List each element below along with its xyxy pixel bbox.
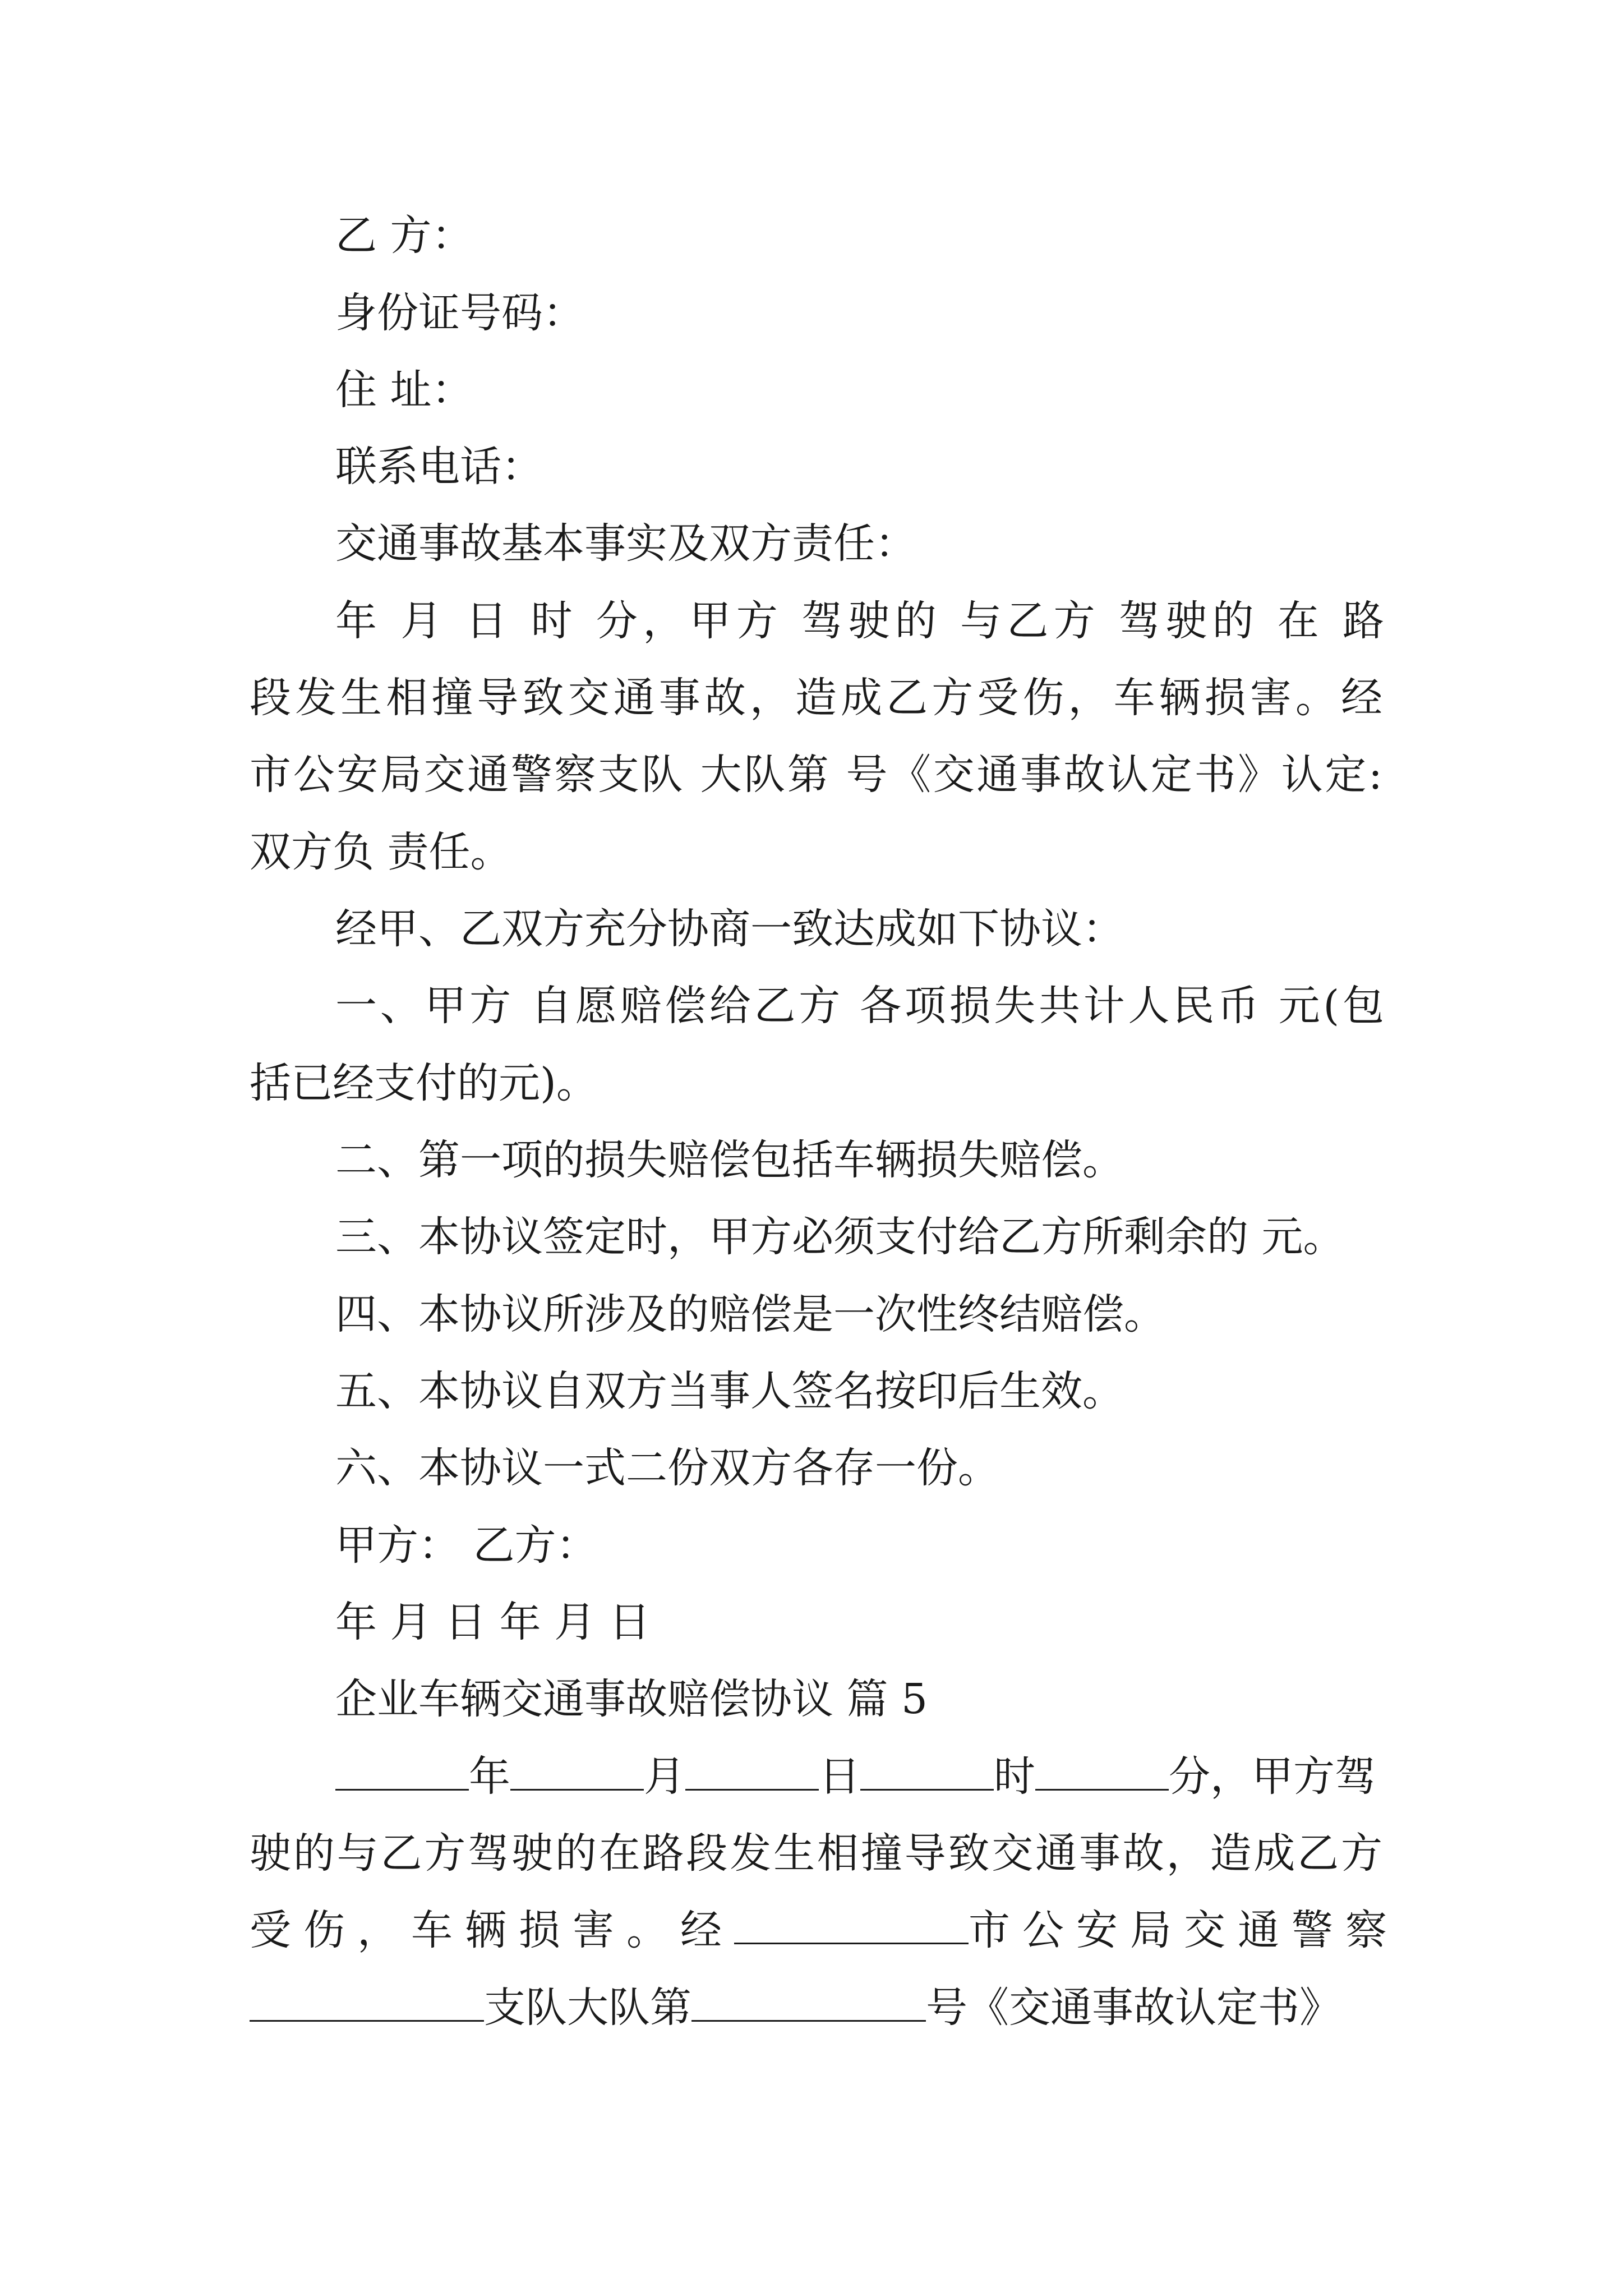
address-label: 住 址：	[335, 366, 473, 414]
facts-line-2: 段发生相撞导致交通事故，造成乙方受伤，车辆损害。经	[250, 674, 1382, 722]
clause-6: 六、本协议一式二份双方各存一份。	[335, 1444, 999, 1492]
blank-field	[250, 1980, 484, 2022]
unit-year: 年	[469, 1752, 510, 1801]
blank-field	[691, 1980, 926, 2022]
facts-line-3: 市公安局交通警察支队 大队第 号《交通事故认定书》认定:	[250, 751, 1382, 799]
p5-line-3-pre: 受伤，车辆损害。经	[250, 1906, 734, 1954]
p5-line-3-post: 市公安局交通警察	[969, 1906, 1399, 1954]
blank-field	[860, 1749, 994, 1791]
p5-line-4	[250, 1980, 1382, 2036]
clause-1-line-2: 括已经支付的元)。	[250, 1059, 598, 1107]
p5-line-2: 驶的与乙方驾驶的在路段发生相撞导致交通事故，造成乙方	[250, 1829, 1382, 1878]
blank-field	[734, 1902, 969, 1944]
clause-4: 四、本协议所涉及的赔偿是一次性终结赔偿。	[335, 1290, 1165, 1338]
p5-date-line	[335, 1749, 1384, 1805]
blank-field	[685, 1749, 819, 1791]
agreement-intro: 经甲、乙双方充分协商一致达成如下协议：	[335, 905, 1124, 953]
party-b-label: 乙 方：	[335, 211, 473, 260]
id-number-label: 身份证号码：	[335, 289, 584, 337]
facts-line-1: 年 月 日 时 分，甲方 驾驶的 与乙方 驾驶的 在 路	[335, 597, 1384, 645]
signatures-line: 甲方： 乙方：	[335, 1521, 598, 1570]
blank-field	[335, 1749, 469, 1791]
blank-field	[510, 1749, 644, 1791]
clause-5: 五、本协议自双方当事人签名按印后生效。	[335, 1367, 1124, 1415]
unit-day: 日	[819, 1752, 860, 1801]
clause-3: 三、本协议签定时，甲方必须支付给乙方所剩余的 元。	[335, 1213, 1345, 1261]
clause-1-line-1: 一、甲方 自愿赔偿给乙方 各项损失共计人民币 元(包	[335, 982, 1384, 1030]
unit-month: 月	[644, 1752, 685, 1801]
blank-field	[1035, 1749, 1169, 1791]
phone-label: 联系电话：	[335, 443, 543, 491]
facts-line-4: 双方负 责任。	[250, 828, 512, 876]
unit-hour: 时	[994, 1752, 1035, 1801]
p5-line-4-a: 支队大队第	[484, 1984, 691, 2032]
p5-line-4-b: 号《交通事故认定书》	[926, 1984, 1341, 2032]
sign-dates-line: 年 月 日 年 月 日	[335, 1598, 651, 1646]
clause-2: 二、第一项的损失赔偿包括车辆损失赔偿。	[335, 1136, 1124, 1184]
facts-heading: 交通事故基本事实及双方责任：	[335, 519, 916, 568]
unit-minute: 分，甲方驾	[1169, 1752, 1376, 1801]
section-title: 企业车辆交通事故赔偿协议 篇 5	[335, 1675, 928, 1723]
p5-line-3	[250, 1902, 1399, 1958]
